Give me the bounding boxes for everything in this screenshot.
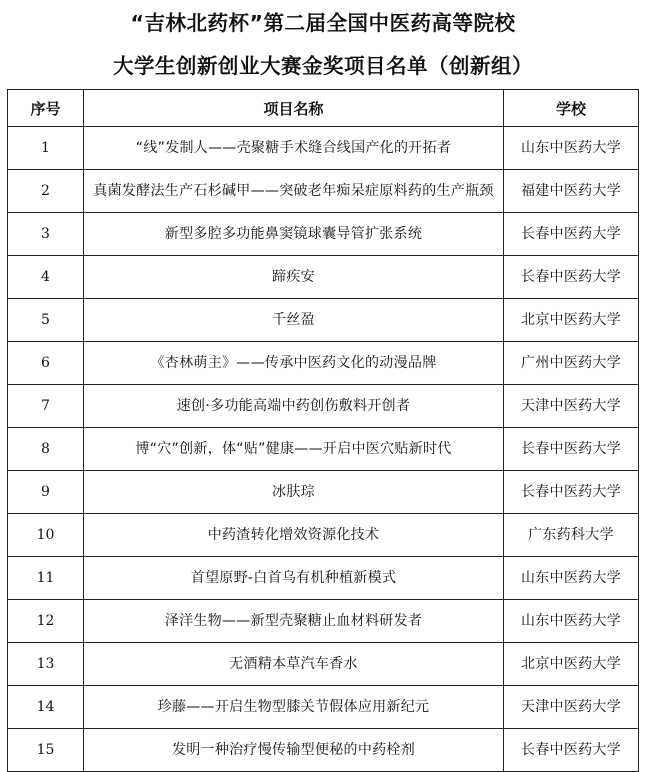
table-row [8,428,639,471]
table-row [8,170,639,213]
row-project-name: 新型多腔多功能鼻窦镜球囊导管扩张系统 [84,213,504,256]
row-number: 6 [8,342,84,385]
row-school: 长春中医药大学 [504,729,639,772]
row-project-name: 无酒精本草汽车香水 [84,643,504,686]
page-title-line1: “吉林北药杯”第二届全国中医药高等院校 [130,11,516,35]
table-row [8,471,639,514]
row-number: 1 [8,127,84,170]
row-school: 广州中医药大学 [504,342,639,385]
table-row [8,127,639,170]
row-number: 4 [8,256,84,299]
page-title-line2: 大学生创新创业大赛金奖项目名单（创新组） [113,54,533,78]
row-number: 8 [8,428,84,471]
table-row [8,385,639,428]
row-number: 7 [8,385,84,428]
table-row [8,729,639,772]
row-project-name: 泽洋生物——新型壳聚糖止血材料研发者 [84,600,504,643]
header-number: 序号 [8,90,84,127]
row-school: 山东中医药大学 [504,127,639,170]
row-school: 长春中医药大学 [504,428,639,471]
row-project-name: 速创·多功能高端中药创伤敷料开创者 [84,385,504,428]
row-school: 广东药科大学 [504,514,639,557]
row-school: 山东中医药大学 [504,557,639,600]
row-number: 2 [8,170,84,213]
table-row [8,557,639,600]
row-project-name: “线”发制人——壳聚糖手术缝合线国产化的开拓者 [84,127,504,170]
table-row [8,213,639,256]
row-school: 天津中医药大学 [504,385,639,428]
table-row [8,643,639,686]
row-project-name: 冰肤琮 [84,471,504,514]
row-project-name: 中药渣转化增效资源化技术 [84,514,504,557]
row-school: 长春中医药大学 [504,471,639,514]
row-number: 15 [8,729,84,772]
row-number: 13 [8,643,84,686]
row-number: 9 [8,471,84,514]
row-school: 北京中医药大学 [504,299,639,342]
row-number: 14 [8,686,84,729]
row-number: 5 [8,299,84,342]
award-table [7,89,639,772]
row-number: 10 [8,514,84,557]
header-school: 学校 [504,90,639,127]
row-project-name: 《杏林萌主》——传承中医药文化的动漫品牌 [84,342,504,385]
row-school: 天津中医药大学 [504,686,639,729]
table-row [8,256,639,299]
row-project-name: 真菌发酵法生产石杉碱甲——突破老年痴呆症原料药的生产瓶颈 [84,170,504,213]
row-project-name: 首望原野-白首乌有机种植新模式 [84,557,504,600]
row-project-name: 博“穴”创新，体“贴”健康——开启中医穴贴新时代 [84,428,504,471]
row-school: 北京中医药大学 [504,643,639,686]
row-number: 3 [8,213,84,256]
row-number: 11 [8,557,84,600]
row-school: 山东中医药大学 [504,600,639,643]
row-project-name: 珍藤——开启生物型膝关节假体应用新纪元 [84,686,504,729]
row-school: 长春中医药大学 [504,256,639,299]
row-school: 福建中医药大学 [504,170,639,213]
table-row [8,342,639,385]
table-row [8,600,639,643]
row-number: 12 [8,600,84,643]
row-project-name: 千丝盈 [84,299,504,342]
row-project-name: 发明一种治疗慢传输型便秘的中药栓剂 [84,729,504,772]
table-row [8,686,639,729]
table-row [8,299,639,342]
row-project-name: 蹄疾安 [84,256,504,299]
table-row [8,514,639,557]
row-school: 长春中医药大学 [504,213,639,256]
header-project-name: 项目名称 [84,90,504,127]
table-header-row [8,90,639,127]
